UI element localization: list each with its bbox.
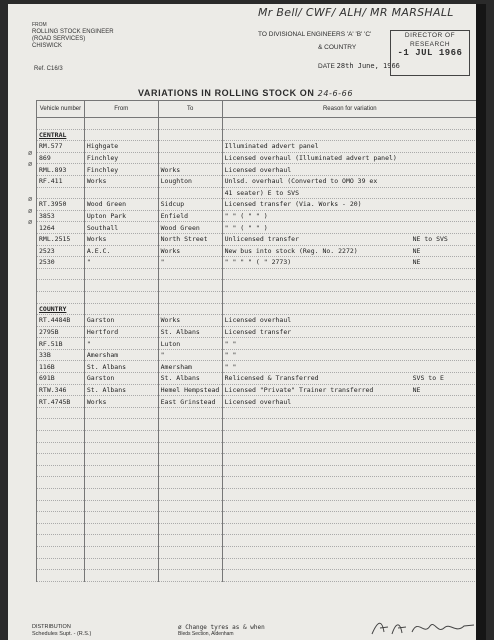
col-header-reason: Reason for variation <box>222 101 477 118</box>
table-row <box>37 373 478 385</box>
cell-vehicle <box>37 118 85 130</box>
reason-text: Illuminated advert panel <box>224 142 319 151</box>
cell-to: North Street <box>158 233 222 245</box>
cell-vehicle <box>37 431 85 443</box>
distribution-sub: Schedules Supt. - (R.S.) <box>32 631 92 637</box>
reason-text: Licensed transfer (Via. Works - 20) <box>224 200 362 209</box>
cell-to: St. Albans <box>158 373 222 385</box>
cell-to <box>158 187 222 199</box>
reason-text: New bus into stock (Reg. No. 2272) <box>224 246 358 255</box>
cell-from <box>84 431 158 443</box>
cell-reason <box>222 118 477 130</box>
stamp-date: -1 JUL 1966 <box>397 48 463 58</box>
table-row <box>37 338 478 350</box>
table-row <box>37 512 478 524</box>
cell-to: Works <box>158 164 222 176</box>
reason-text: Licensed transfer <box>224 327 292 336</box>
cell-vehicle <box>37 535 85 547</box>
table-row <box>37 315 478 327</box>
route-code: NE <box>412 246 421 255</box>
cell-reason <box>222 199 477 211</box>
cell-from <box>84 442 158 454</box>
cell-reason <box>222 280 477 292</box>
table-row <box>37 546 478 558</box>
cell-from <box>84 558 158 570</box>
cell-to: Hemel Hempstead <box>158 384 222 396</box>
table-row <box>37 477 478 489</box>
cell-from <box>84 280 158 292</box>
table-row <box>37 500 478 512</box>
document-page <box>8 4 486 640</box>
reason-text: Licensed overhaul (Illuminated advert panel) <box>224 154 397 163</box>
cell-from: St. Albans <box>84 361 158 373</box>
cell-reason <box>222 558 477 570</box>
route-code: SVS to E <box>412 374 444 383</box>
to-line: & COUNTRY <box>318 44 357 51</box>
cell-to <box>158 152 222 164</box>
col-header-from: From <box>84 101 158 118</box>
cell-to <box>158 129 222 141</box>
col-header-vehicle: Vehicle number <box>37 101 85 118</box>
from-line: ROLLING STOCK ENGINEER <box>32 29 114 35</box>
tyre-change-mark: ø <box>28 149 33 157</box>
cell-reason <box>222 465 477 477</box>
cell-reason <box>222 141 477 153</box>
table-row <box>37 141 478 153</box>
cell-reason <box>222 222 477 234</box>
from-line: CHISWICK <box>32 43 62 49</box>
table-row <box>37 152 478 164</box>
cell-from: St. Albans <box>84 384 158 396</box>
signature <box>368 616 478 638</box>
cell-to <box>158 268 222 280</box>
form-title <box>138 88 353 98</box>
cell-from <box>84 419 158 431</box>
distribution-label: DISTRIBUTION <box>32 624 71 630</box>
cell-vehicle: 3853 <box>37 210 85 222</box>
cell-vehicle <box>37 291 85 303</box>
cell-to: Works <box>158 315 222 327</box>
cell-from: Finchley <box>84 164 158 176</box>
table-row <box>37 118 478 130</box>
cell-from: Garston <box>84 315 158 327</box>
cell-reason <box>222 233 477 245</box>
reference-number: Ref. C16/3 <box>34 66 63 72</box>
cell-vehicle: RM.577 <box>37 141 85 153</box>
cell-vehicle <box>37 489 85 501</box>
reason-text: " " ( " " ) <box>224 223 268 232</box>
cell-to <box>158 512 222 524</box>
table-row <box>37 558 478 570</box>
cell-from: Works <box>84 233 158 245</box>
cell-vehicle <box>37 546 85 558</box>
cell-reason <box>222 454 477 466</box>
cell-reason <box>222 187 477 199</box>
reason-text: " " <box>224 362 237 371</box>
table-row <box>37 431 478 443</box>
cell-reason <box>222 570 477 582</box>
table-row <box>37 489 478 501</box>
table-row <box>37 326 478 338</box>
cell-vehicle <box>37 454 85 466</box>
cell-vehicle: RML.2515 <box>37 233 85 245</box>
cell-vehicle: RT.4745B <box>37 396 85 408</box>
cell-to: Loughton <box>158 175 222 187</box>
footer-note <box>178 624 265 638</box>
cell-from: Garston <box>84 373 158 385</box>
cell-from: " <box>84 257 158 269</box>
handwritten-routing-note: Mr Bell/ CWF/ ALH/ MR MARSHALL <box>258 6 454 19</box>
from-line: (ROAD SERVICES) <box>32 36 86 42</box>
cell-vehicle: 2795B <box>37 326 85 338</box>
cell-reason <box>222 268 477 280</box>
table-row <box>37 361 478 373</box>
reason-text: Unlicensed transfer <box>224 235 299 244</box>
cell-to <box>158 419 222 431</box>
cell-to <box>158 280 222 292</box>
table-row <box>37 442 478 454</box>
cell-from <box>84 523 158 535</box>
cell-to <box>158 141 222 153</box>
col-header-to: To <box>158 101 222 118</box>
table-row <box>37 384 478 396</box>
cell-to: Amersham <box>158 361 222 373</box>
cell-vehicle: 691B <box>37 373 85 385</box>
cell-vehicle <box>37 477 85 489</box>
cell-reason <box>222 245 477 257</box>
cell-reason <box>222 512 477 524</box>
cell-to <box>158 558 222 570</box>
footer-note-sub: Bleds Section, Aldenham <box>178 631 234 637</box>
cell-reason <box>222 210 477 222</box>
cell-reason <box>222 523 477 535</box>
reason-text: Relicensed & Transferred <box>224 374 319 383</box>
cell-reason <box>222 326 477 338</box>
cell-reason <box>222 535 477 547</box>
table-row <box>37 396 478 408</box>
cell-from: Finchley <box>84 152 158 164</box>
cell-to <box>158 118 222 130</box>
reason-text: " " " " ( " 2773) <box>224 258 292 267</box>
route-code: NE <box>412 258 421 267</box>
distribution-block <box>32 624 91 638</box>
cell-from <box>84 570 158 582</box>
cell-vehicle <box>37 558 85 570</box>
page-shadow <box>476 4 486 640</box>
cell-from <box>84 118 158 130</box>
date-value: 28th June, 1966 <box>336 62 400 70</box>
table-row <box>37 222 478 234</box>
title-date: 24-6-66 <box>317 89 354 98</box>
cell-from <box>84 535 158 547</box>
cell-from <box>84 465 158 477</box>
cell-from <box>84 291 158 303</box>
reason-text: Unlsd. overhaul (Converted to OMO 39 ex <box>224 177 378 186</box>
cell-vehicle: RT.4484B <box>37 315 85 327</box>
cell-to: " <box>158 349 222 361</box>
cell-vehicle <box>37 523 85 535</box>
cell-from <box>84 187 158 199</box>
table-row <box>37 303 478 315</box>
cell-reason <box>222 315 477 327</box>
cell-vehicle <box>37 407 85 419</box>
cell-vehicle: RF.51B <box>37 338 85 350</box>
tyre-change-mark: ø <box>28 161 33 169</box>
cell-to: Luton <box>158 338 222 350</box>
table-row <box>37 129 478 141</box>
table-row <box>37 349 478 361</box>
cell-reason <box>222 129 477 141</box>
cell-from <box>84 500 158 512</box>
cell-reason <box>222 373 477 385</box>
table-row <box>37 210 478 222</box>
cell-to <box>158 454 222 466</box>
cell-to <box>158 465 222 477</box>
cell-to <box>158 291 222 303</box>
cell-reason <box>222 500 477 512</box>
cell-vehicle <box>37 570 85 582</box>
table-row <box>37 465 478 477</box>
cell-to: Enfield <box>158 210 222 222</box>
cell-to <box>158 407 222 419</box>
cell-reason <box>222 175 477 187</box>
table-row <box>37 535 478 547</box>
cell-vehicle: 2523 <box>37 245 85 257</box>
title-text: VARIATIONS IN ROLLING STOCK ON <box>138 88 315 98</box>
table-row <box>37 407 478 419</box>
tyre-change-mark: ø <box>28 219 33 227</box>
cell-vehicle: RT.3950 <box>37 199 85 211</box>
cell-to: Wood Green <box>158 222 222 234</box>
variations-table <box>36 100 478 582</box>
cell-to <box>158 535 222 547</box>
tyre-change-mark: ø <box>28 207 33 215</box>
cell-reason <box>222 349 477 361</box>
cell-to <box>158 303 222 315</box>
received-stamp <box>390 30 470 76</box>
cell-to: Works <box>158 245 222 257</box>
cell-vehicle: 33B <box>37 349 85 361</box>
cell-to <box>158 489 222 501</box>
cell-from: Amersham <box>84 349 158 361</box>
cell-vehicle: 116B <box>37 361 85 373</box>
cell-from <box>84 512 158 524</box>
cell-vehicle: COUNTRY <box>37 303 85 315</box>
cell-to <box>158 442 222 454</box>
cell-to <box>158 477 222 489</box>
date-label: DATE <box>318 63 335 70</box>
cell-reason <box>222 361 477 373</box>
cell-to: Sidcup <box>158 199 222 211</box>
cell-reason <box>222 164 477 176</box>
reason-text: " " <box>224 339 237 348</box>
table-row <box>37 454 478 466</box>
cell-vehicle: CENTRAL <box>37 129 85 141</box>
cell-to <box>158 500 222 512</box>
table-row <box>37 164 478 176</box>
cell-from <box>84 454 158 466</box>
cell-from: " <box>84 338 158 350</box>
cell-vehicle <box>37 268 85 280</box>
cell-vehicle <box>37 465 85 477</box>
cell-to: " <box>158 257 222 269</box>
cell-reason <box>222 338 477 350</box>
cell-vehicle <box>37 280 85 292</box>
route-code: NE to SVS <box>412 235 448 244</box>
cell-reason <box>222 384 477 396</box>
reason-text: Licensed overhaul <box>224 165 292 174</box>
table-row <box>37 233 478 245</box>
from-label: FROM <box>32 22 47 28</box>
reason-text: " " ( " " ) <box>224 212 268 221</box>
to-line: TO DIVISIONAL ENGINEERS 'A' 'B' 'C' <box>258 31 372 38</box>
route-code: NE <box>412 385 421 394</box>
cell-from <box>84 546 158 558</box>
cell-reason <box>222 257 477 269</box>
table-row <box>37 187 478 199</box>
cell-vehicle: RML.893 <box>37 164 85 176</box>
table-row <box>37 570 478 582</box>
reason-text: " " <box>224 351 237 360</box>
cell-reason <box>222 152 477 164</box>
cell-vehicle <box>37 419 85 431</box>
cell-from <box>84 489 158 501</box>
from-block <box>32 22 114 50</box>
cell-to: St. Albans <box>158 326 222 338</box>
table-row <box>37 291 478 303</box>
cell-from <box>84 407 158 419</box>
cell-reason <box>222 419 477 431</box>
cell-from: Southall <box>84 222 158 234</box>
stamp-line: DIRECTOR OF <box>404 32 456 39</box>
reason-text: 41 seater) E to SVS <box>224 188 299 197</box>
table-row <box>37 268 478 280</box>
footer-note-text: ø Change tyres as & when <box>178 624 265 631</box>
cell-from <box>84 129 158 141</box>
cell-reason <box>222 546 477 558</box>
cell-to: East Grinstead <box>158 396 222 408</box>
cell-to <box>158 570 222 582</box>
cell-from: Hertford <box>84 326 158 338</box>
cell-vehicle <box>37 500 85 512</box>
cell-vehicle: 1264 <box>37 222 85 234</box>
tyre-change-mark: ø <box>28 196 33 204</box>
cell-reason <box>222 489 477 501</box>
cell-vehicle <box>37 187 85 199</box>
cell-vehicle: 2530 <box>37 257 85 269</box>
table-row <box>37 245 478 257</box>
cell-from: Highgate <box>84 141 158 153</box>
cell-reason <box>222 407 477 419</box>
table-row <box>37 199 478 211</box>
cell-from <box>84 268 158 280</box>
cell-to <box>158 523 222 535</box>
cell-reason <box>222 431 477 443</box>
cell-reason <box>222 477 477 489</box>
table-row <box>37 523 478 535</box>
cell-reason <box>222 396 477 408</box>
cell-to <box>158 546 222 558</box>
table-row <box>37 280 478 292</box>
cell-vehicle: RTW.346 <box>37 384 85 396</box>
cell-reason <box>222 442 477 454</box>
cell-reason <box>222 303 477 315</box>
table-row <box>37 175 478 187</box>
cell-from <box>84 303 158 315</box>
table-row <box>37 419 478 431</box>
table-row <box>37 257 478 269</box>
cell-from: Upton Park <box>84 210 158 222</box>
cell-from: A.E.C. <box>84 245 158 257</box>
cell-to <box>158 431 222 443</box>
reason-text: Licensed "Private" Trainer transferred <box>224 385 374 394</box>
to-block <box>258 28 371 54</box>
stamp-line: RESEARCH <box>409 41 451 48</box>
cell-from: Works <box>84 175 158 187</box>
cell-vehicle <box>37 442 85 454</box>
cell-from: Works <box>84 396 158 408</box>
cell-from: Wood Green <box>84 199 158 211</box>
reason-text: Licensed overhaul <box>224 316 292 325</box>
cell-reason <box>222 291 477 303</box>
cell-vehicle <box>37 512 85 524</box>
date-block <box>318 62 400 70</box>
cell-vehicle: 869 <box>37 152 85 164</box>
cell-vehicle: RF.411 <box>37 175 85 187</box>
cell-from <box>84 477 158 489</box>
reason-text: Licensed overhaul <box>224 397 292 406</box>
